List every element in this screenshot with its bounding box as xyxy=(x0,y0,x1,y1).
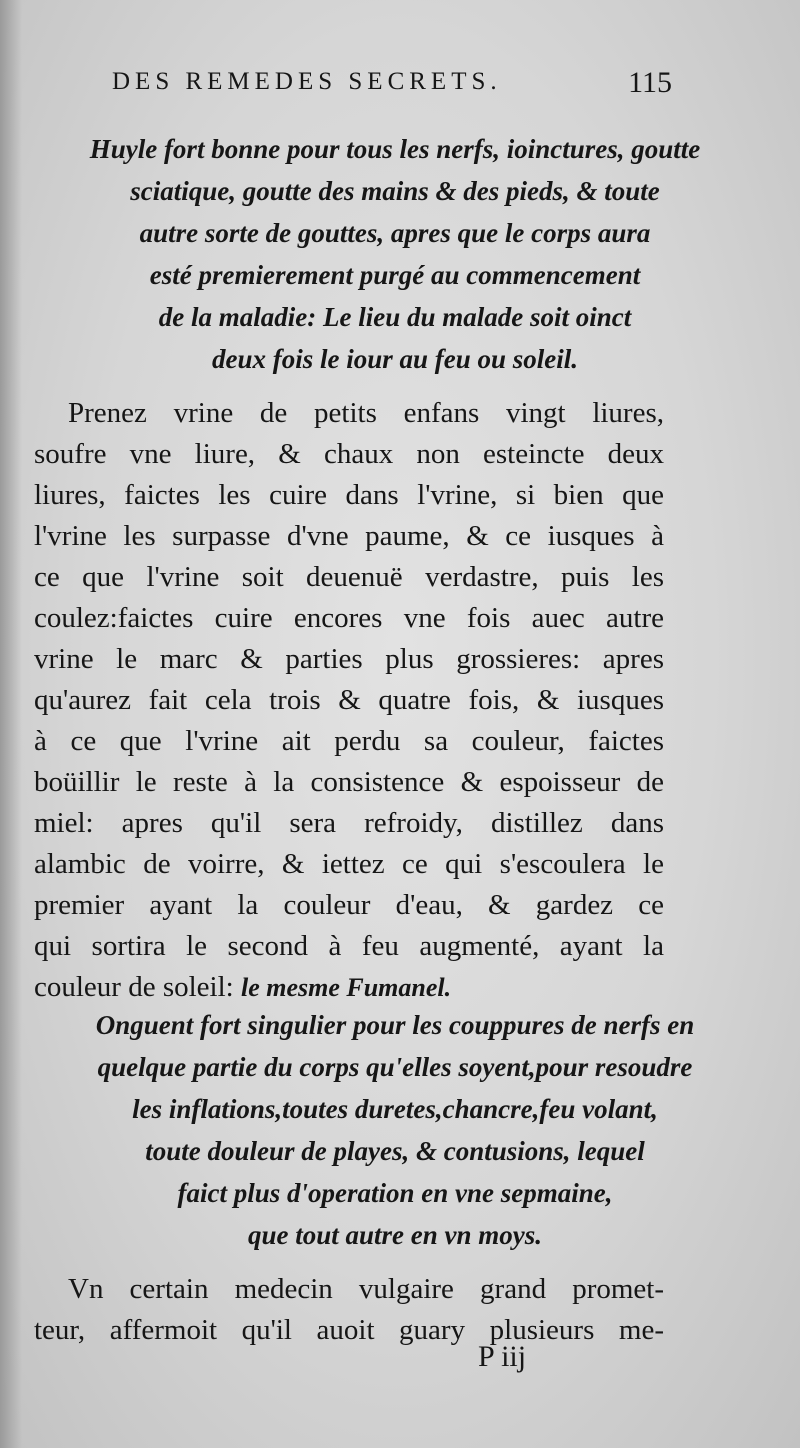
body-line-final xyxy=(34,966,664,1008)
page-number: 115 xyxy=(628,66,672,99)
heading-line: que tout autre en vn moys. xyxy=(247,1220,543,1250)
heading-line: deux fois le iour au feu ou soleil. xyxy=(211,344,579,374)
body-line: miel: apres qu'il sera refroidy, distillez dans xyxy=(34,807,664,839)
heading-line: Huyle fort bonne pour tous les nerfs, ioinctures, goutte xyxy=(89,134,701,164)
body-line: liures, faictes les cuire dans l'vrine, si bien que xyxy=(34,479,664,511)
signature-mark: P iij xyxy=(478,1340,527,1373)
body-line: l'vrine les surpasse d'vne paume, & ce iusques à xyxy=(34,520,664,552)
attribution: le mesme Fumanel. xyxy=(240,973,452,1002)
heading-line: quelque partie du corps qu'elles soyent,pour resoudre xyxy=(97,1052,693,1082)
body-line: alambic de voirre, & iettez ce qui s'escoulera le xyxy=(34,848,664,880)
body-line: boüillir le reste à la consistence & espoisseur de xyxy=(34,766,664,798)
heading-line: esté premierement purgé au commencement xyxy=(149,260,641,290)
heading-line: autre sorte de gouttes, apres que le corps aura xyxy=(139,218,651,248)
body-line: qui sortira le second à feu augmenté, ayant la xyxy=(34,930,664,962)
body-line: Prenez vrine de petits enfans vingt liures, xyxy=(68,397,664,429)
final-line-text: couleur de soleil: xyxy=(34,971,234,1003)
body-line: teur, affermoit qu'il auoit guary plusieurs me- xyxy=(34,1314,664,1346)
running-title: DES REMEDES SECRETS. xyxy=(112,68,502,95)
heading-line: faict plus d'operation en vne sepmaine, xyxy=(177,1178,613,1208)
heading-line: Onguent fort singulier pour les couppures de nerfs en xyxy=(95,1010,695,1040)
body-line: premier ayant la couleur d'eau, & gardez ce xyxy=(34,889,664,921)
heading-line: les inflations,toutes duretes,chancre,feu volant, xyxy=(132,1094,658,1124)
body-line: soufre vne liure, & chaux non esteincte deux xyxy=(34,438,664,470)
heading-line: de la maladie: Le lieu du malade soit oinct xyxy=(158,302,632,332)
heading-line: sciatique, goutte des mains & des pieds, & toute xyxy=(130,176,660,206)
heading-line: toute douleur de playes, & contusions, lequel xyxy=(145,1136,645,1166)
page-header xyxy=(112,62,672,112)
body-line: vrine le marc & parties plus grossieres: apres xyxy=(34,643,664,675)
body-line: qu'aurez fait cela trois & quatre fois, & iusques xyxy=(34,684,664,716)
body-line: à ce que l'vrine ait perdu sa couleur, faictes xyxy=(34,725,664,757)
body-line: Vn certain medecin vulgaire grand promet- xyxy=(68,1273,664,1305)
body-line: coulez:faictes cuire encores vne fois auec autre xyxy=(34,602,664,634)
body-line: ce que l'vrine soit deuenuë verdastre, puis les xyxy=(34,561,664,593)
